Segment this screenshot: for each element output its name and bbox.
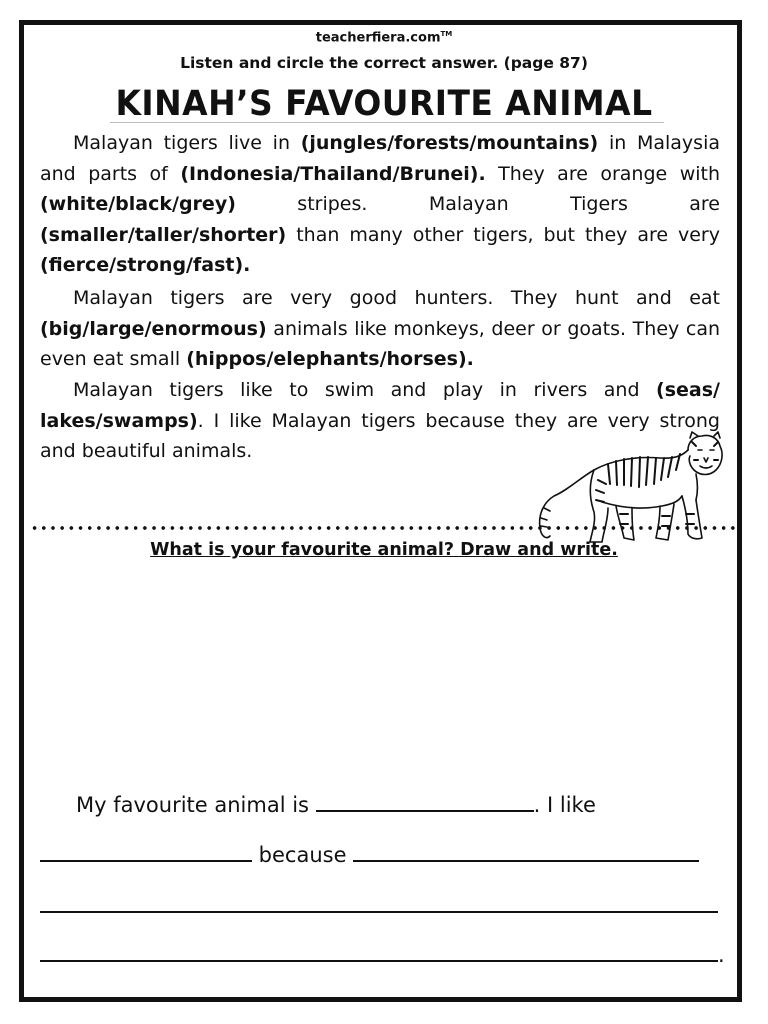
sentence-line-1: My favourite animal is . I like [76, 793, 596, 817]
choice-small-animal[interactable]: (hippos/elephants/horses). [186, 348, 474, 371]
blank-writing-line-3[interactable] [40, 893, 718, 913]
trademark: TM [440, 30, 453, 38]
choice-habitat[interactable]: (jungles/forests/mountains) [300, 132, 599, 154]
activity-question: What is your favourite animal? Draw and write. [150, 540, 618, 560]
brand-label: teacherfiera.com™ [315, 30, 453, 46]
story-paragraph-2: Malayan tigers are very good hunters. They hunt and eat (big/large/enormous) animals like monkeys, deer or goats. They can even eat small (hippos/elephants/horses). [40, 287, 720, 371]
choice-prey-size[interactable]: (big/large/enormous) [40, 317, 267, 340]
blank-writing-line-4[interactable] [40, 942, 718, 962]
sentence-line-4: . [40, 942, 725, 967]
choice-size[interactable]: (smaller/taller/shorter) [40, 223, 287, 246]
choice-water-body[interactable]: (seas/ lakes/swamps) [40, 379, 720, 432]
choice-countries[interactable]: (Indonesia/Thailand/Brunei). [180, 162, 486, 185]
sentence-line-2: because [40, 842, 699, 867]
blank-i-like[interactable] [40, 842, 252, 862]
sentence-line-3 [40, 893, 718, 918]
instruction: Listen and circle the correct answer. (page 87) [180, 54, 588, 72]
title-underline [110, 122, 664, 123]
choice-stripe-colour[interactable]: (white/black/grey) [40, 193, 236, 216]
blank-because[interactable] [353, 842, 699, 862]
story-paragraph-1: Malayan tigers live in (jungles/forests/mountains) in Malaysia and parts of (Indonesia/Thailand/Brunei). They are orange with (white/black/grey) stripes. Malayan Tigers are (smaller/taller/shorter) than many other tigers, but they are very (fierce/strong/fast). [40, 132, 720, 277]
story-paragraph-3: Malayan tigers like to swim and play in rivers and (seas/ lakes/swamps). I like Malayan tigers because they are very strong and beautiful animals. [40, 379, 720, 463]
page-title: KINAH’S FAVOURITE ANIMAL [115, 84, 653, 124]
section-divider [30, 526, 736, 530]
blank-favourite-animal[interactable] [316, 792, 534, 812]
choice-trait[interactable]: (fierce/strong/fast). [40, 254, 251, 277]
tiger-icon [532, 430, 728, 548]
